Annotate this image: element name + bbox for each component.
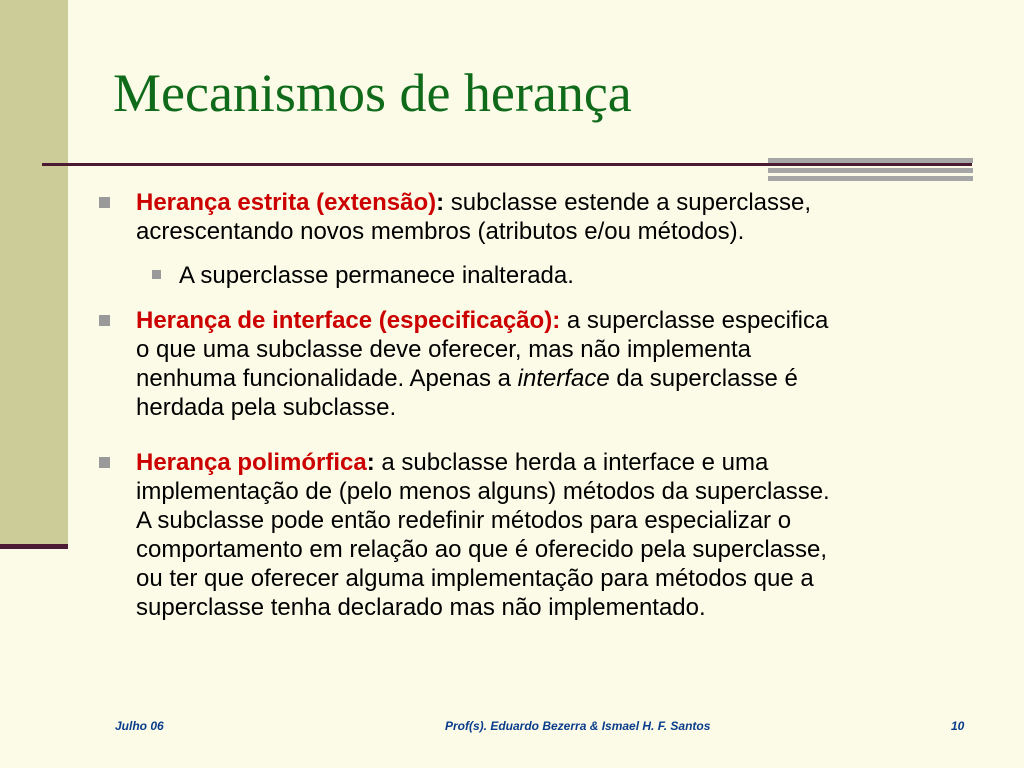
bullet-3-line-5: ou ter que oferecer alguma implementação para métodos que a bbox=[136, 565, 814, 592]
title-bar-middle bbox=[768, 168, 973, 173]
bullet-item-2 bbox=[136, 306, 966, 422]
bullet-3-line-2: implementação de (pelo menos alguns) métodos da superclasse. bbox=[136, 478, 830, 505]
slide-title: Mecanismos de herança bbox=[113, 63, 632, 123]
bullet-3-text: a subclasse herda a interface e uma bbox=[374, 449, 769, 476]
bullet-1-term: Herança estrita (extensão) bbox=[136, 189, 437, 216]
left-band-rule bbox=[0, 544, 68, 549]
bullet-2-line-2: o que uma subclasse deve oferecer, mas não implementa bbox=[136, 336, 752, 363]
bullet-2-text: a superclasse especifica bbox=[560, 307, 829, 334]
bullet-3-line-3: A subclasse pode então redefinir métodos para especializar o bbox=[136, 507, 792, 534]
bullet-icon bbox=[99, 457, 110, 468]
bullet-3-line-6: superclasse tenha declarado mas não implementado. bbox=[136, 594, 706, 621]
sub-bullet-item: A superclasse permanece inalterada. bbox=[179, 262, 574, 289]
bullet-2-line-3: nenhuma funcionalidade. Apenas a interface da superclasse é bbox=[136, 365, 798, 392]
footer-authors: Prof(s). Eduardo Bezerra & Ismael H. F. Santos bbox=[445, 719, 711, 733]
bullet-1-line-1 bbox=[136, 188, 966, 217]
bullet-item-3 bbox=[136, 448, 966, 622]
interface-emphasis: interface bbox=[517, 365, 610, 392]
bullet-icon bbox=[99, 197, 110, 208]
bullet-2-term: Herança de interface (especificação): bbox=[136, 307, 561, 334]
title-bar-top bbox=[768, 158, 973, 163]
title-bar-bottom bbox=[768, 176, 973, 181]
bullet-1-colon: : bbox=[436, 189, 445, 216]
footer-page-number: 10 bbox=[951, 719, 965, 733]
footer-date: Julho 06 bbox=[115, 719, 164, 733]
bullet-3-colon: : bbox=[366, 449, 375, 476]
bullet-icon bbox=[99, 315, 110, 326]
bullet-1-line-2: acrescentando novos membros (atributos e/ou métodos). bbox=[136, 218, 745, 245]
bullet-3-term: Herança polimórfica bbox=[136, 449, 367, 476]
bullet-2-line-4: herdada pela subclasse. bbox=[136, 394, 397, 421]
title-rule bbox=[42, 163, 972, 166]
bullet-3-line-4: comportamento em relação ao que é oferecido pela superclasse, bbox=[136, 536, 828, 563]
bullet-item-1 bbox=[136, 188, 966, 246]
bullet-3-line-1 bbox=[136, 448, 966, 477]
sub-bullet-icon bbox=[152, 270, 161, 279]
bullet-1-text: subclasse estende a superclasse, bbox=[444, 189, 812, 216]
bullet-2-line-1 bbox=[136, 306, 966, 335]
left-decorative-band bbox=[0, 0, 68, 548]
